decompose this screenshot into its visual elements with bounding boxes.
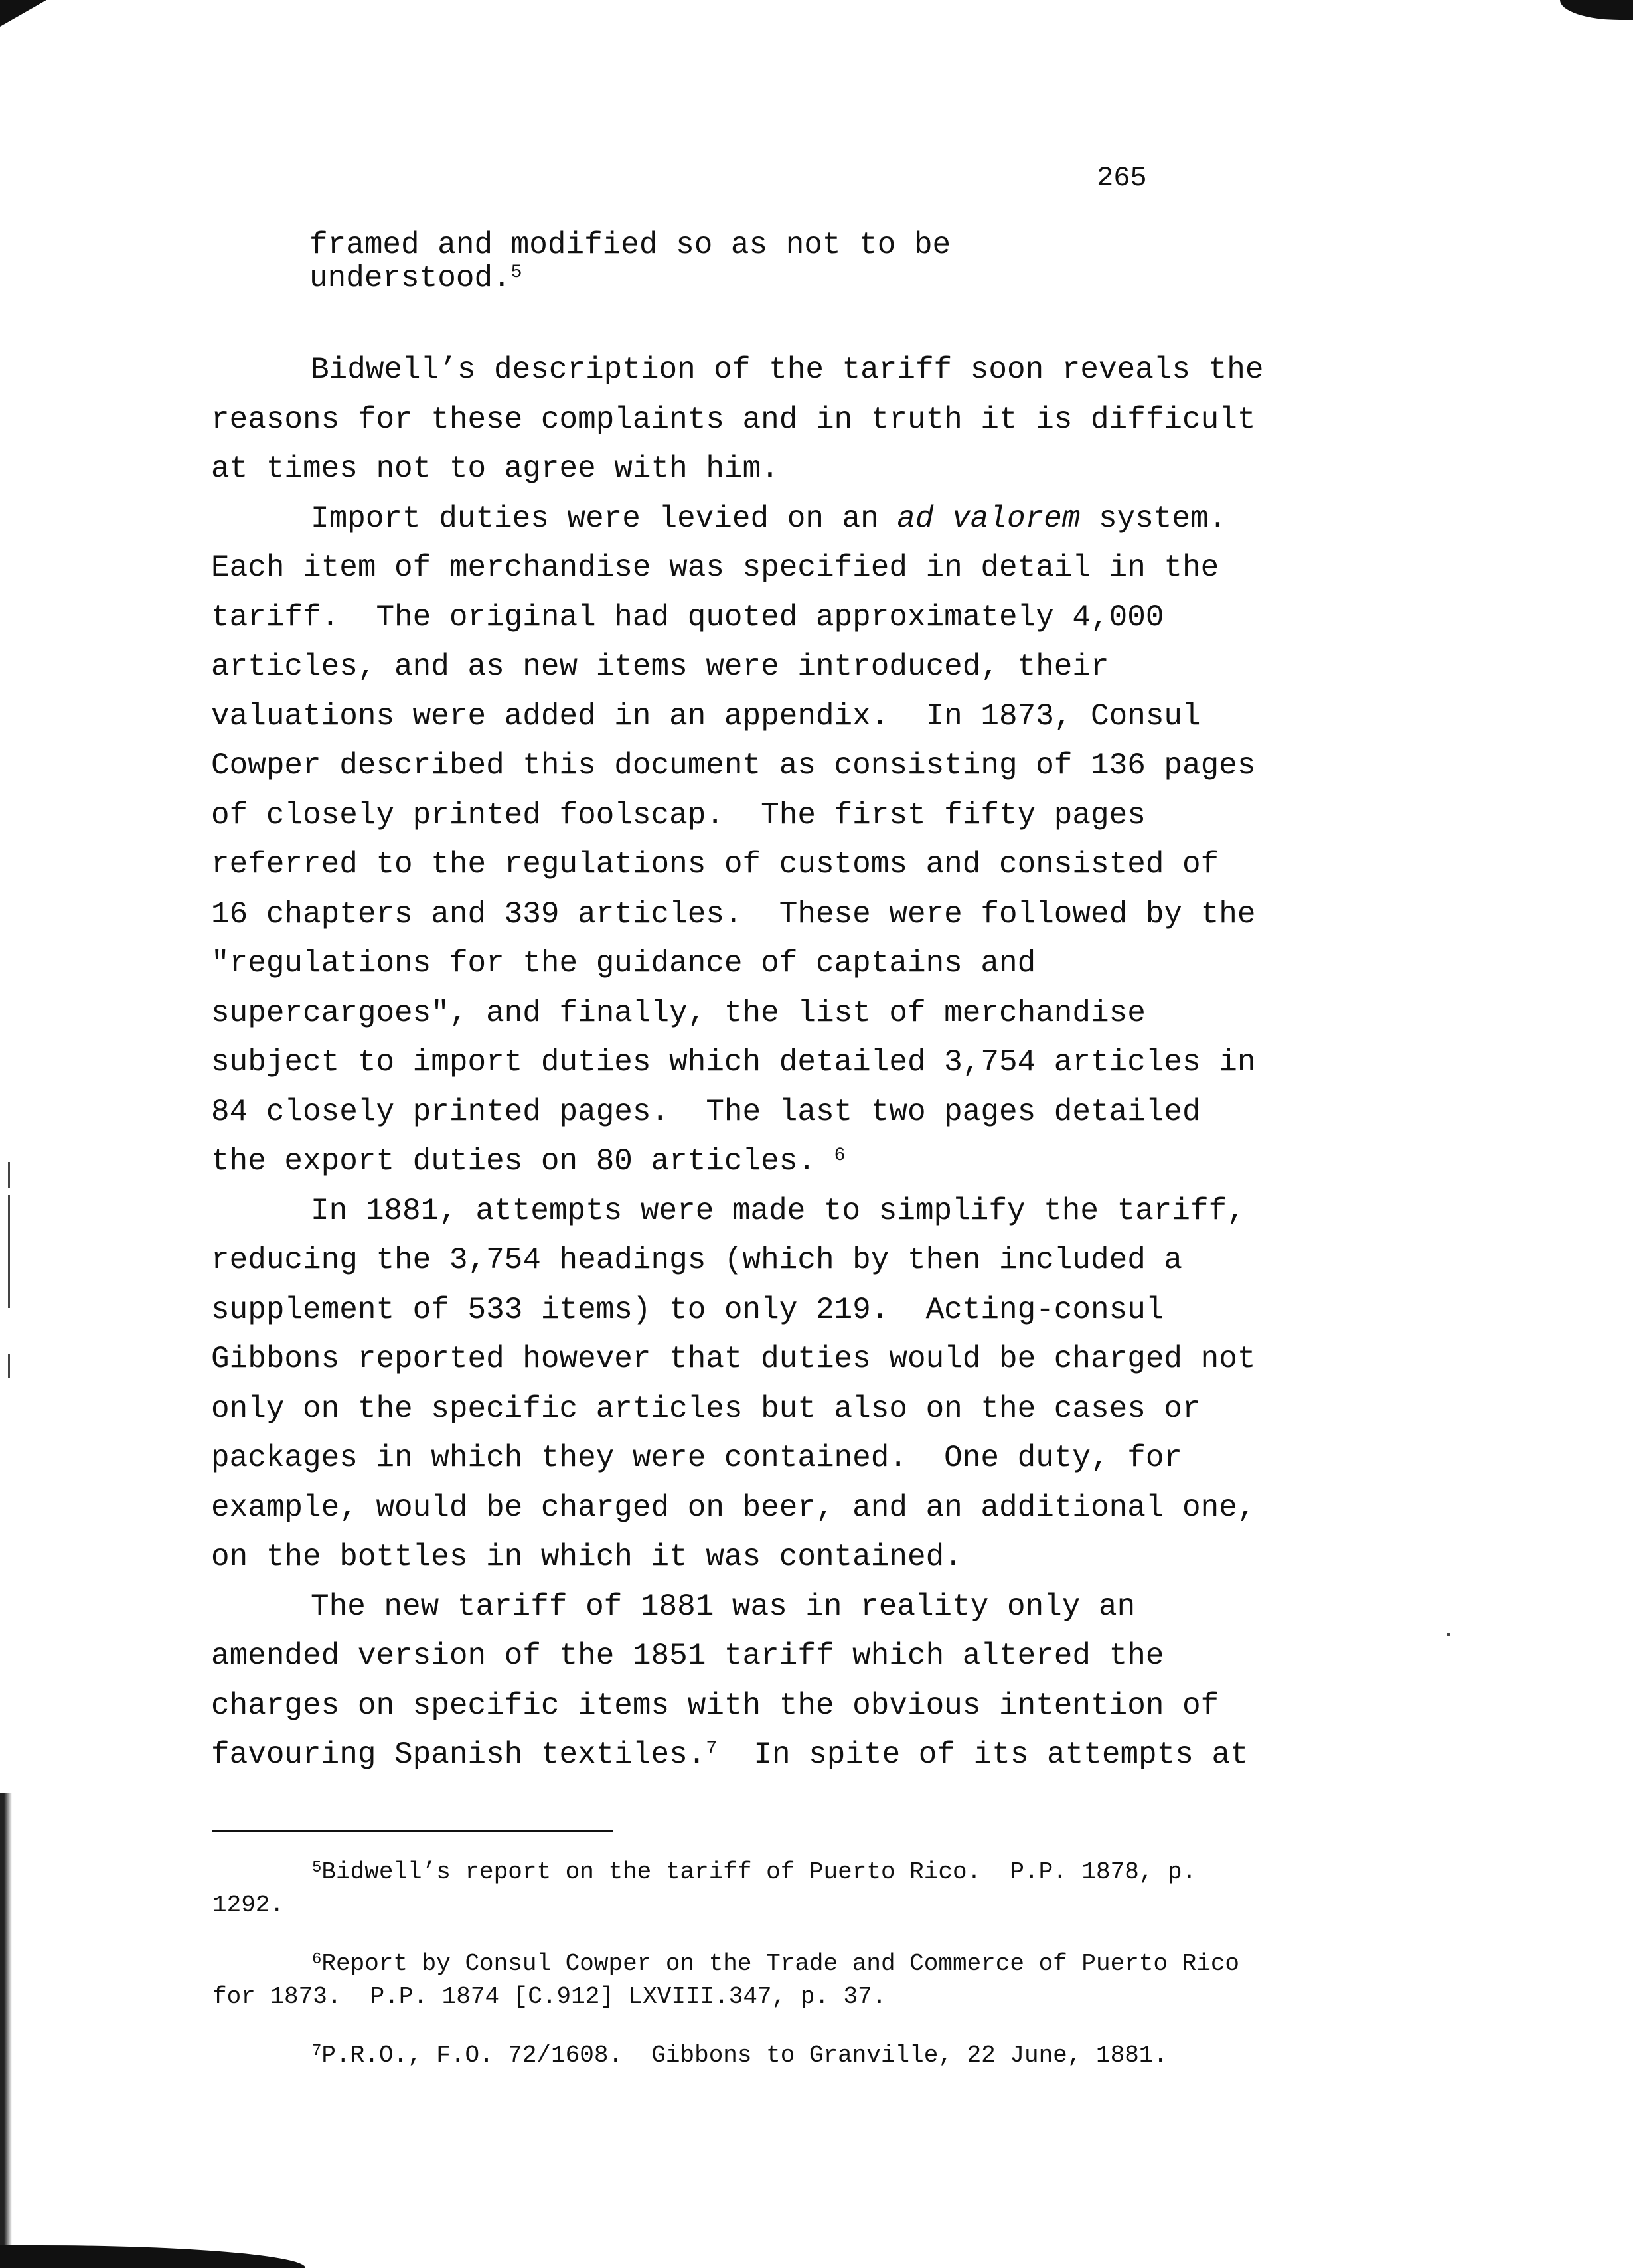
paragraph-line: reasons for these complaints and in truth it is difficult — [211, 402, 1256, 437]
footnote — [212, 1856, 1381, 1922]
paragraph-line: example, would be charged on beer, and an additional one, — [211, 1490, 1256, 1525]
paragraph-line: reducing the 3,754 headings (which by then included a — [211, 1243, 1183, 1277]
footnote — [212, 2039, 1381, 2072]
paragraph-line: at times not to agree with him. — [211, 451, 779, 486]
paragraph-line: 84 closely printed pages. The last two pages detailed — [211, 1094, 1201, 1129]
footnote-text: for 1873. P.P. 1874 [C.912] LXVIII.347, p. 37. — [212, 1983, 887, 2010]
block-quote-line — [309, 262, 1379, 295]
paragraph-line — [211, 494, 1379, 544]
paragraph-line: charges on specific items with the obvious intention of — [211, 1688, 1219, 1723]
scan-edge-shadow — [0, 1793, 15, 2268]
paragraph-line: "regulations for the guidance of captains and — [211, 946, 1036, 981]
paragraph-line: Each item of merchandise was specified in detail in the — [211, 550, 1219, 585]
paragraph-line: amended version of the 1851 tariff which altered the — [211, 1639, 1164, 1673]
footnote-ref: 6 — [834, 1145, 846, 1166]
footnote-text: 1292. — [212, 1892, 285, 1919]
paragraph-line: of closely printed foolscap. The first fifty pages — [211, 797, 1146, 833]
paragraph-line: In 1881, attempts were made to simplify the tariff, — [311, 1193, 1245, 1228]
paragraph-line: Cowper described this document as consisting of 136 pages — [211, 748, 1256, 783]
paragraph-line: Bidwell’s description of the tariff soon reveals the — [311, 353, 1264, 387]
footnote-number: 7 — [312, 2042, 322, 2060]
paragraph-line: on the bottles in which it was contained. — [211, 1540, 963, 1574]
block-quote-text: understood. — [309, 261, 511, 295]
footnote-number: 6 — [312, 1951, 322, 1969]
text-run: favouring Spanish textiles. — [211, 1738, 706, 1772]
paragraph-line: packages in which they were contained. One duty, for — [211, 1441, 1183, 1475]
scan-speck — [1447, 1633, 1450, 1636]
body-text — [211, 228, 1379, 1780]
page-number: 265 — [1097, 162, 1147, 194]
paragraph-line: tariff. The original had quoted approximately 4,000 — [211, 600, 1164, 635]
paragraph-line: articles, and as new items were introduced, their — [211, 649, 1109, 684]
text-run: system. — [1080, 501, 1227, 536]
block-quote-line: framed and modified so as not to be — [309, 228, 951, 262]
scan-speck — [8, 1195, 10, 1308]
paragraph-line — [211, 1137, 1379, 1186]
footnote-text: Report by Consul Cowper on the Trade and Commerce of Puerto Rico — [321, 1950, 1240, 1977]
text-run: In spite of its attempts at — [717, 1738, 1249, 1772]
paragraph-line: subject to import duties which detailed 3,754 articles in — [211, 1045, 1256, 1080]
paragraph-line: only on the specific articles but also on the cases or — [211, 1391, 1201, 1426]
scan-edge-shadow — [0, 2245, 305, 2268]
footnote — [212, 1947, 1381, 2014]
paragraph-line: 16 chapters and 339 articles. These were followed by the — [211, 896, 1256, 932]
scan-corner-mark — [1560, 0, 1633, 20]
text-run: the export duties on 80 articles. — [211, 1144, 834, 1178]
scan-speck — [8, 1354, 10, 1378]
paragraph-line: The new tariff of 1881 was in reality only an — [311, 1589, 1136, 1624]
text-run: Import duties were levied on an — [311, 501, 897, 536]
scan-corner-mark — [0, 0, 46, 27]
paragraph-line: referred to the regulations of customs and consisted of — [211, 847, 1219, 882]
footnote-text: P.R.O., F.O. 72/1608. Gibbons to Granville, 22 June, 1881. — [321, 2042, 1168, 2069]
footnote-number: 5 — [312, 1859, 322, 1877]
paragraph-line: Gibbons reported however that duties would be charged not — [211, 1342, 1256, 1376]
footnote-separator — [212, 1830, 613, 1832]
footnote-text: Bidwell’s report on the tariff of Puerto Rico. P.P. 1878, p. — [321, 1858, 1197, 1886]
footnote-ref: 5 — [510, 262, 522, 283]
footnotes — [212, 1856, 1381, 2097]
paragraph-line: supplement of 533 items) to only 219. Acting-consul — [211, 1292, 1164, 1327]
scan-speck — [8, 1162, 10, 1188]
paragraph-line — [211, 1730, 1379, 1780]
italic-term: ad valorem — [897, 501, 1081, 536]
paragraph-line: supercargoes", and finally, the list of merchandise — [211, 995, 1146, 1030]
paragraph-line: valuations were added in an appendix. In 1873, Consul — [211, 698, 1201, 734]
footnote-ref: 7 — [706, 1739, 718, 1759]
